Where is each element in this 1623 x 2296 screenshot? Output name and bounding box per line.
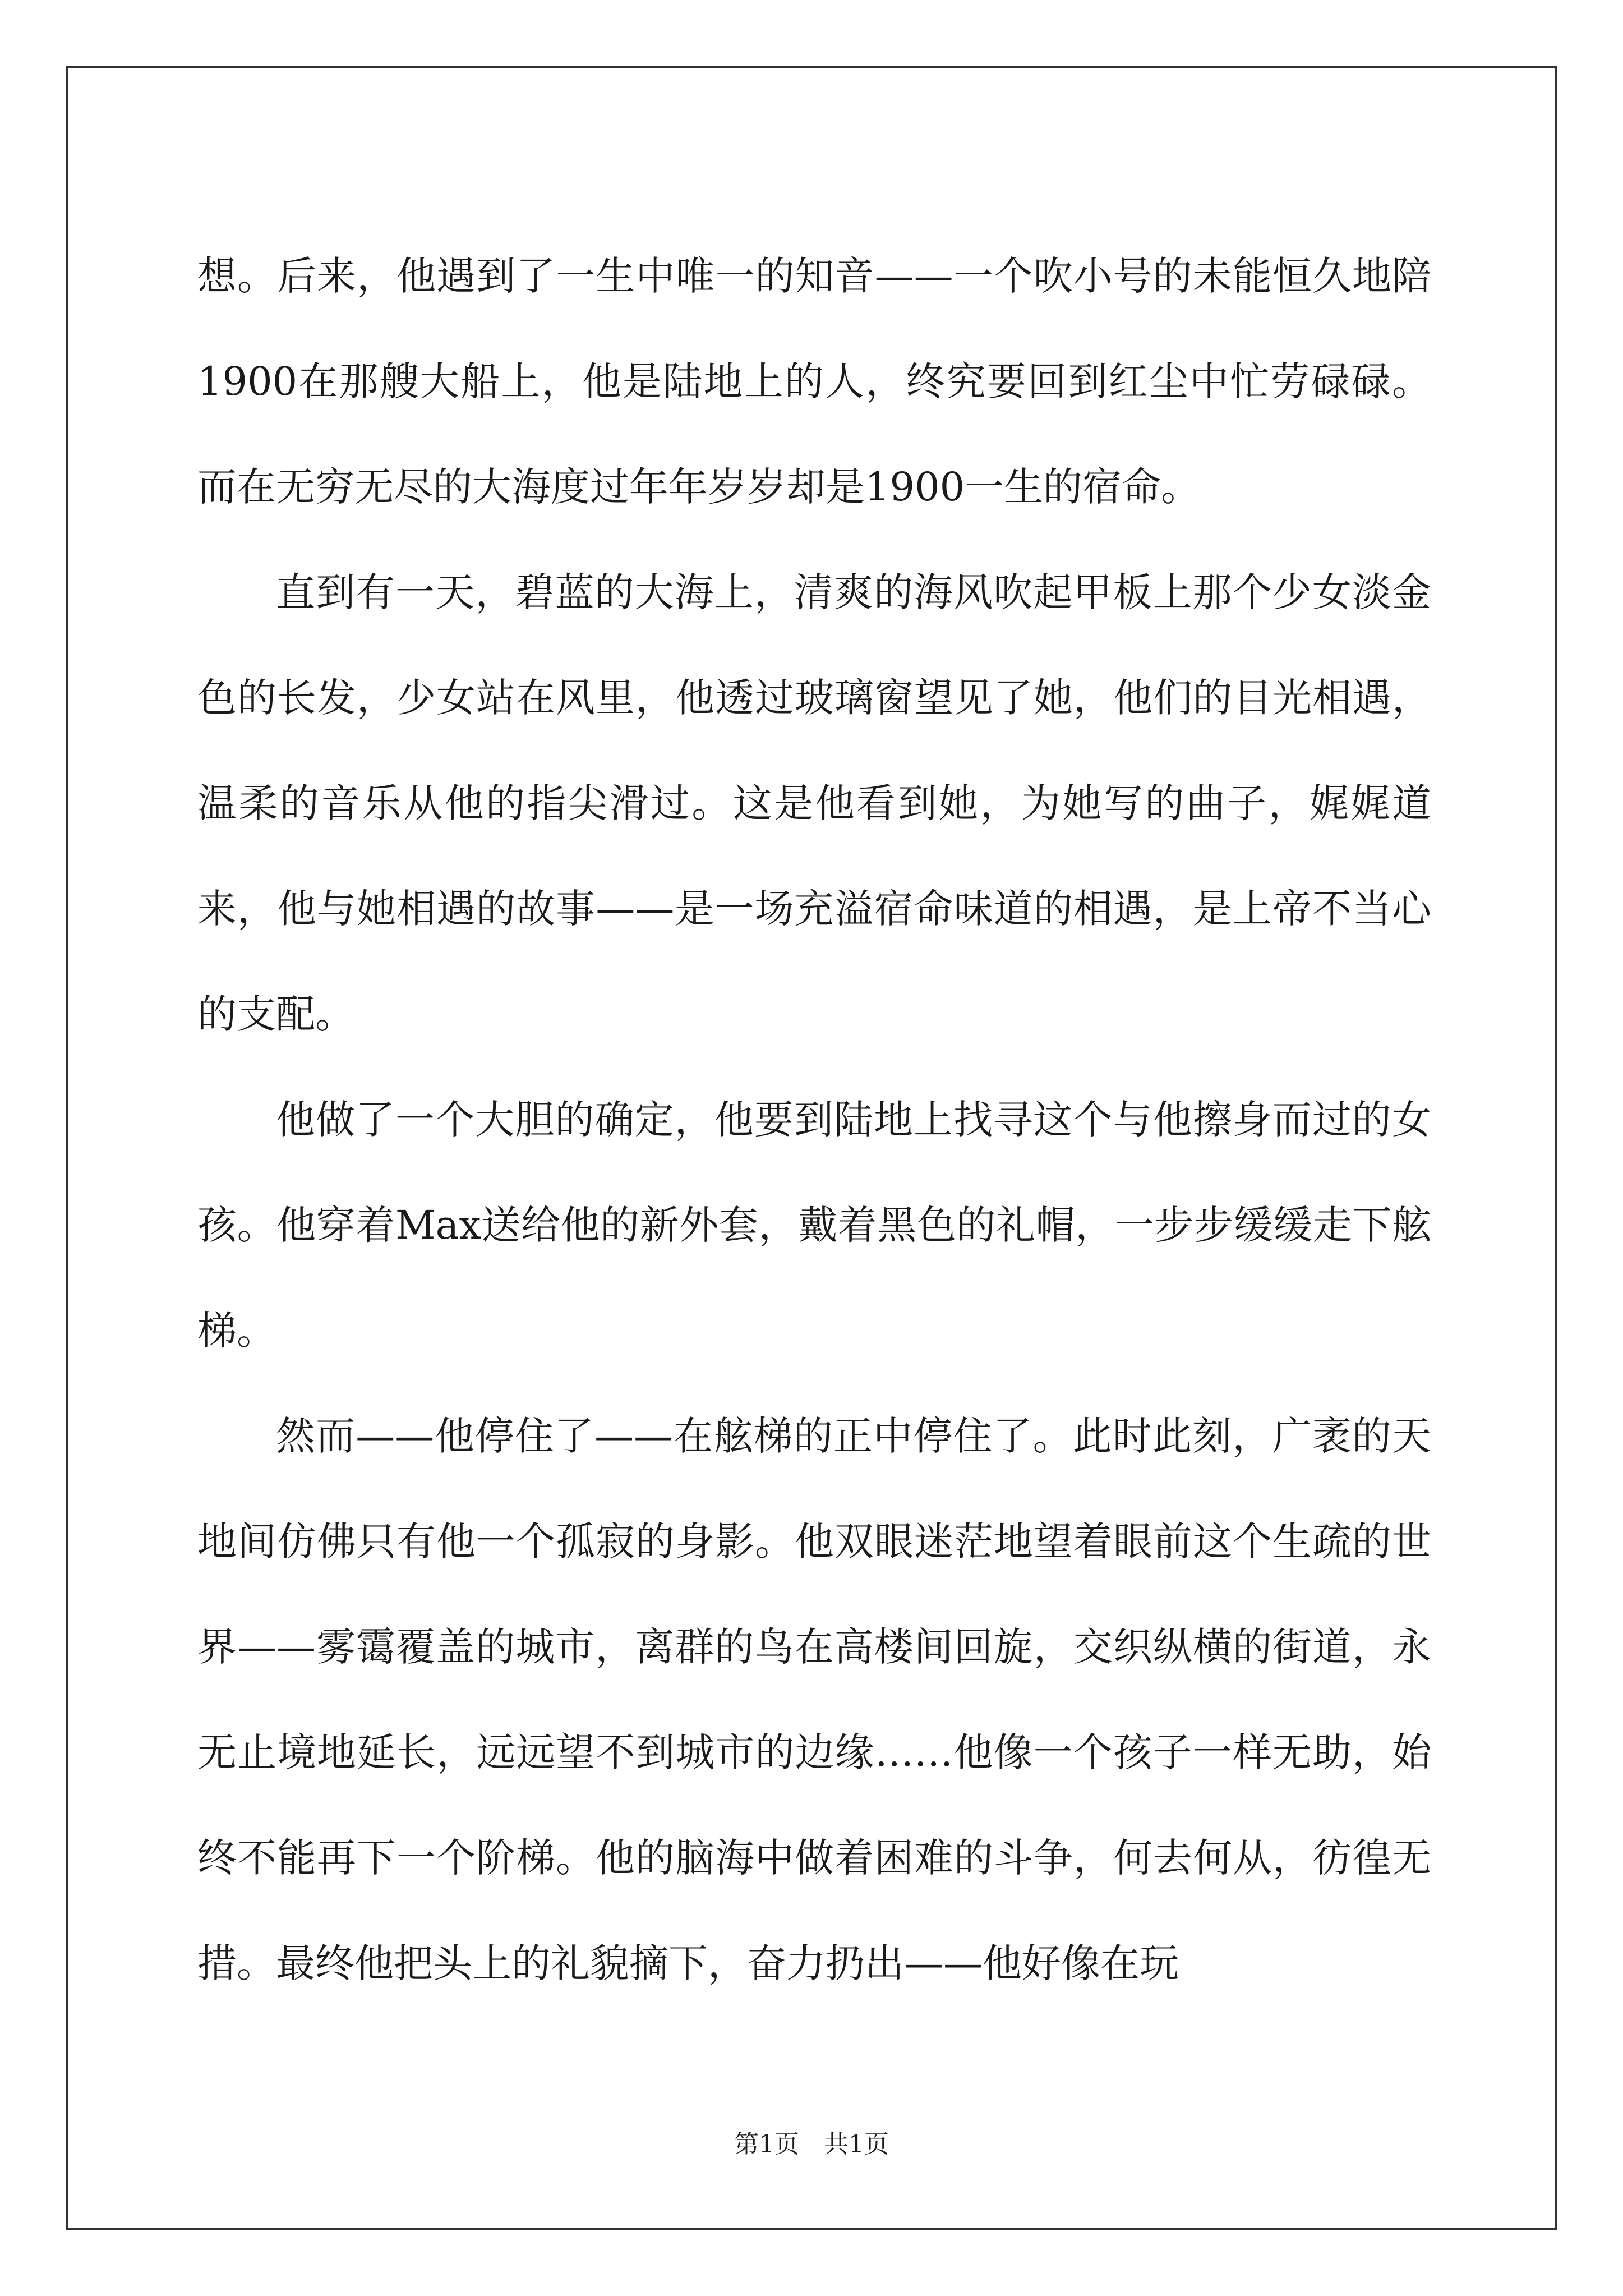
paragraph-4: 然而——他停住了——在舷梯的正中停住了。此时此刻，广袤的天地间仿佛只有他一个孤寂的身影。他双眼迷茫地望着眼前这个生疏的世界——雾霭覆盖的城市，离群的鸟在高楼间回旋，交织纵横的街道，永无止境地延长，远远望不到城市的边缘……他像一个孩子一样无助，始终不能再下一个阶梯。他的脑海中做着困难的斗争，何去何从，彷徨无措。最终他把头上的礼貌摘下，奋力扔出——他好像在玩 bbox=[197, 1413, 1431, 1986]
paragraph-3: 他做了一个大胆的确定，他要到陆地上找寻这个与他擦身而过的女孩。他穿着Max送给他的新外套，戴着黑色的礼帽，一步步缓缓走下舷梯。 bbox=[197, 1097, 1431, 1354]
document-body bbox=[197, 223, 1431, 2016]
paragraph-1: 想。后来，他遇到了一生中唯一的知音——一个吹小号的未能恒久地陪1900在那艘大船上，他是陆地上的人，终究要回到红尘中忙劳碌碌。而在无穷无尽的大海度过年年岁岁却是1900一生的宿命。 bbox=[197, 253, 1431, 510]
page-footer: 第1页 共1页 bbox=[734, 2130, 889, 2159]
paragraph-2: 直到有一天，碧蓝的大海上，清爽的海风吹起甲板上那个少女淡金色的长发，少女站在风里，他透过玻璃窗望见了她，他们的目光相遇，温柔的音乐从他的指尖滑过。这是他看到她，为她写的曲子，娓娓道来，他与她相遇的故事——是一场充溢宿命味道的相遇，是上帝不当心的支配。 bbox=[197, 569, 1431, 1037]
